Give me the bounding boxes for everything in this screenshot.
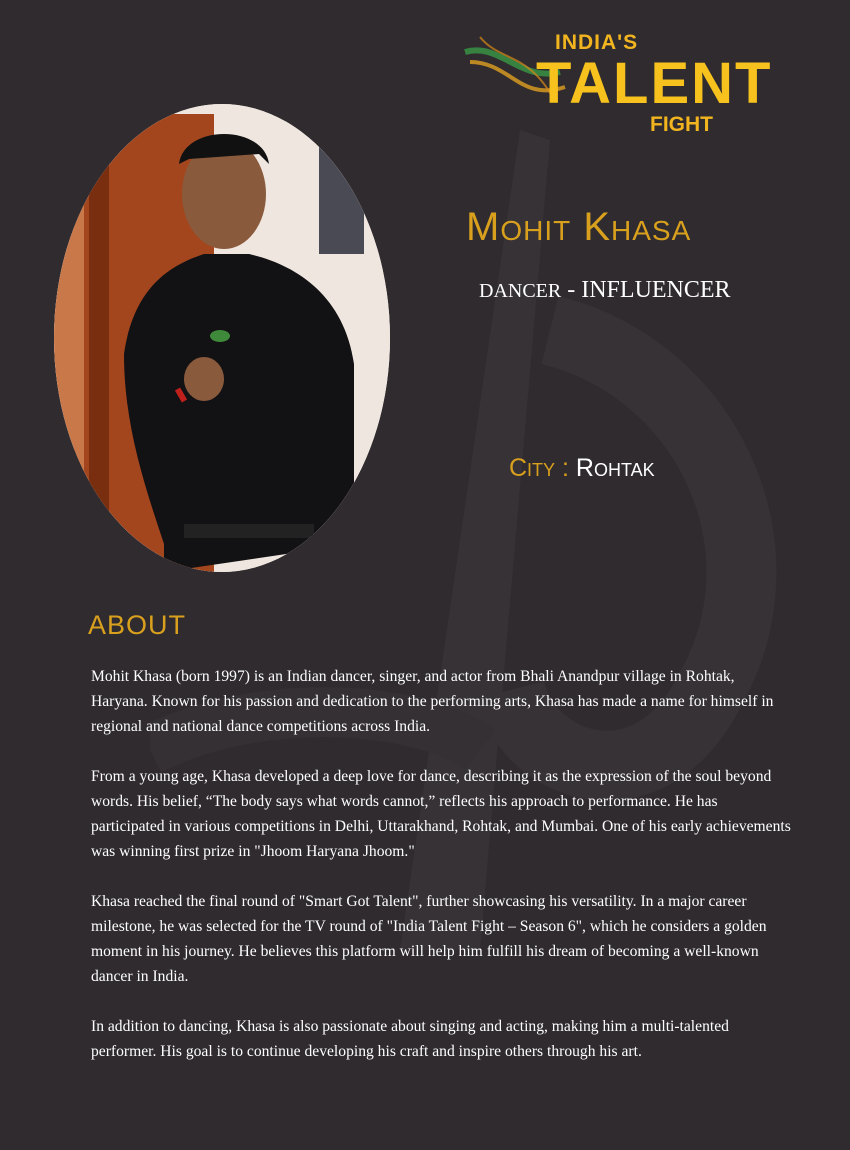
about-paragraph: From a young age, Khasa developed a deep love for dance, describing it as the expression of the soul beyond words. His belief, “The body says what words cannot,” reflects his approach to performance. He has participated in various competitions in Delhi, Uttarakhand, Rohtak, and Mumbai. One of his early achievements was winning first prize in "Jhoom Haryana Jhoom." — [91, 768, 791, 860]
about-paragraph: Khasa reached the final round of "Smart Got Talent", further showcasing his versatility. In a major career milestone, he was selected for the TV round of "India Talent Fight – Season 6", which he considers a golden moment in his journey. He believes this platform will help him fulfill his dream of becoming a well-known dancer in India. — [91, 893, 767, 985]
about-heading: ABOUT — [88, 610, 187, 640]
logo-line-1: INDIA'S — [555, 31, 639, 54]
about-body — [91, 664, 791, 1089]
role-primary: DANCER — [479, 280, 562, 302]
role-secondary: INFLUENCER — [581, 277, 731, 303]
logo-line-2: TALENT — [536, 51, 773, 116]
city-label: City : — [509, 454, 576, 482]
about-paragraph: Mohit Khasa (born 1997) is an Indian dancer, singer, and actor from Bhali Anandpur village in Rohtak, Haryana. Known for his passion and dedication to the performing arts, Khasa has made a name for himself in regional and national dance competitions across India. — [91, 668, 774, 735]
profile-photo — [54, 104, 390, 572]
india-talent-fight-logo — [460, 31, 773, 138]
logo-line-3: FIGHT — [650, 113, 713, 136]
profile-role — [479, 277, 731, 304]
about-paragraph: In addition to dancing, Khasa is also passionate about singing and acting, making him a multi-talented performer. His goal is to continue developing his craft and inspire others through his art. — [91, 1018, 729, 1060]
role-separator: - — [561, 277, 582, 303]
profile-name: Mohit Khasa — [466, 205, 692, 249]
city-value: Rohtak — [575, 454, 655, 482]
profile-city — [509, 454, 655, 483]
